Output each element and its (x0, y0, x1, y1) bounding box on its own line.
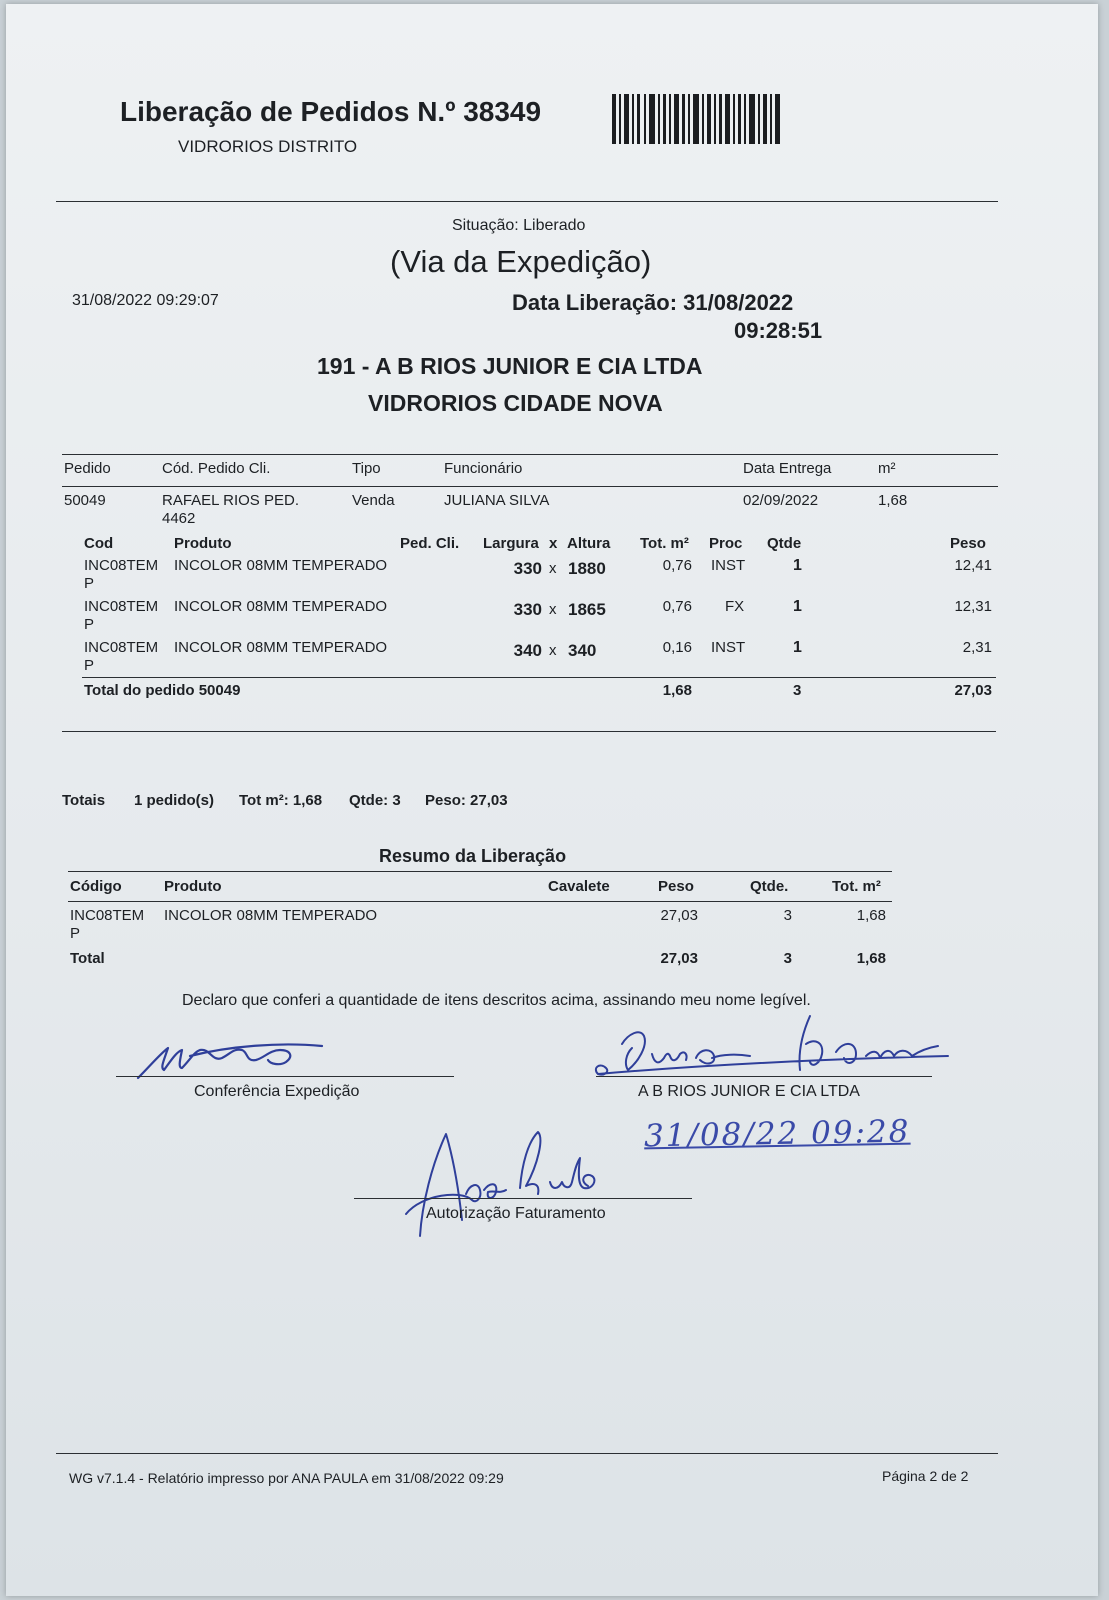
item-cod: INC08TEM (84, 557, 159, 574)
summary-col-cavalete: Cavalete (548, 878, 610, 895)
items-col-ped-cli: Ped. Cli. (400, 535, 460, 552)
item-qtde: 1 (793, 598, 802, 615)
order-total-peso: 27,03 (954, 682, 992, 699)
order-tipo: Venda (352, 492, 395, 509)
signature-line-conferencia (116, 1076, 454, 1077)
order-pedido: 50049 (64, 492, 106, 509)
order-total-qtde: 3 (793, 682, 802, 699)
summary-col-produto: Produto (164, 878, 222, 895)
printed-timestamp: 31/08/2022 09:29:07 (72, 292, 219, 309)
handwritten-date (644, 1114, 911, 1155)
summary-tot-m2: 1,68 (856, 907, 886, 924)
footer-divider (56, 1453, 998, 1454)
summary-col-codigo: Código (70, 878, 122, 895)
summary-col-tot-m2: Tot. m² (832, 878, 881, 895)
summary-col-qtde: Qtde. (750, 878, 789, 895)
col-funcionario: Funcionário (444, 460, 523, 477)
item-cod-line2: P (84, 575, 95, 592)
summary-total-qtde: 3 (783, 950, 792, 967)
header-divider (56, 201, 998, 202)
items-col-tot-m2: Tot. m² (640, 535, 689, 552)
item-cod: INC08TEM (84, 598, 159, 615)
order-m2: 1,68 (878, 492, 908, 509)
customer-name: 191 - A B RIOS JUNIOR E CIA LTDA (317, 353, 703, 379)
signature-cliente (588, 1004, 968, 1094)
summary-produto: INCOLOR 08MM TEMPERADO (164, 907, 378, 924)
order-header-bottom-rule (62, 486, 998, 487)
col-cod-pedido-cli: Cód. Pedido Cli. (162, 460, 271, 477)
item-produto: INCOLOR 08MM TEMPERADO (174, 598, 388, 615)
order-cod-pedido-cli: RAFAEL RIOS PED. (162, 492, 299, 509)
summary-header-top-rule (68, 871, 892, 872)
release-date: Data Liberação: 31/08/2022 (512, 290, 794, 315)
signature-line-cliente (596, 1076, 932, 1077)
copy-label: (Via da Expedição) (390, 244, 652, 279)
item-altura: 1880 (568, 559, 606, 578)
handwritten-date-text: 31/08/22 09:28 (643, 1113, 911, 1155)
signature-label-autorizacao: Autorização Faturamento (426, 1205, 606, 1222)
status-text: Situação: Liberado (452, 217, 586, 234)
items-col-peso: Peso (950, 535, 986, 552)
summary-total-tot-m2: 1,68 (856, 950, 886, 967)
declaration-text: Declaro que conferi a quantidade de itens descritos acima, assinando meu nome legível. (182, 992, 811, 1009)
items-col-altura: Altura (567, 535, 611, 552)
document-page (6, 4, 1098, 1596)
item-peso: 12,31 (954, 598, 992, 615)
order-total-label: Total do pedido 50049 (84, 682, 241, 699)
item-cod-line2: P (84, 616, 95, 633)
company-name: VIDRORIOS DISTRITO (178, 137, 358, 156)
items-col-x: x (549, 535, 558, 552)
signature-label-cliente: A B RIOS JUNIOR E CIA LTDA (638, 1083, 860, 1100)
col-data-entrega: Data Entrega (743, 460, 832, 477)
signature-autorizacao (402, 1124, 622, 1242)
item-qtde: 1 (793, 639, 802, 656)
col-tipo: Tipo (352, 460, 381, 477)
item-altura: 340 (568, 641, 597, 660)
totals-peso: Peso: 27,03 (425, 792, 508, 809)
item-tot-m2: 0,76 (662, 557, 692, 574)
item-peso: 12,41 (954, 557, 992, 574)
order-section-divider (62, 731, 996, 732)
footer-print-info: WG v7.1.4 - Relatório impresso por ANA PAULA em 31/08/2022 09:29 (69, 1470, 504, 1486)
col-pedido: Pedido (64, 460, 111, 477)
summary-col-peso: Peso (658, 878, 694, 895)
items-col-qtde: Qtde (767, 535, 802, 552)
items-col-proc: Proc (709, 535, 743, 552)
summary-peso: 27,03 (660, 907, 698, 924)
page-number: Página 2 de 2 (882, 1468, 969, 1484)
totals-pedidos: 1 pedido(s) (134, 792, 215, 809)
item-cod: INC08TEM (84, 639, 159, 656)
item-tot-m2: 0,76 (662, 598, 692, 615)
summary-header-bottom-rule (68, 901, 892, 902)
item-proc: INST (711, 557, 746, 574)
order-data-entrega: 02/09/2022 (743, 492, 819, 509)
item-peso: 2,31 (962, 639, 992, 656)
item-proc: INST (711, 639, 746, 656)
items-col-produto: Produto (174, 535, 232, 552)
document-title: Liberação de Pedidos N.º 38349 (120, 96, 542, 127)
totals-tot-m2: Tot m²: 1,68 (239, 792, 323, 809)
signature-line-autorizacao (354, 1198, 692, 1199)
summary-codigo-line2: P (70, 925, 81, 942)
order-funcionario: JULIANA SILVA (444, 492, 550, 509)
items-col-cod: Cod (84, 535, 114, 552)
item-x: x (549, 601, 557, 618)
item-produto: INCOLOR 08MM TEMPERADO (174, 639, 388, 656)
summary-qtde: 3 (783, 907, 792, 924)
order-total-m2: 1,68 (662, 682, 692, 699)
summary-title: Resumo da Liberação (379, 846, 567, 866)
customer-branch: VIDRORIOS CIDADE NOVA (368, 390, 663, 416)
order-total-rule (82, 677, 996, 678)
summary-total-peso: 27,03 (660, 950, 698, 967)
item-qtde: 1 (793, 557, 802, 574)
item-altura: 1865 (568, 600, 606, 619)
col-m2: m² (878, 460, 896, 477)
item-tot-m2: 0,16 (662, 639, 692, 656)
item-x: x (549, 642, 557, 659)
item-cod-line2: P (84, 657, 95, 674)
item-produto: INCOLOR 08MM TEMPERADO (174, 557, 388, 574)
summary-codigo: INC08TEM (70, 907, 145, 924)
order-cod-pedido-cli-line2: 4462 (162, 510, 196, 527)
totals-label: Totais (62, 792, 106, 809)
item-largura: 340 (513, 641, 542, 660)
release-time: 09:28:51 (734, 318, 823, 343)
item-proc: FX (725, 598, 745, 615)
signature-label-conferencia: Conferência Expedição (194, 1083, 360, 1100)
signature-conferencia (130, 1026, 330, 1086)
totals-qtde: Qtde: 3 (349, 792, 401, 809)
order-header-top-rule (62, 454, 998, 455)
barcode (612, 94, 782, 146)
item-largura: 330 (513, 559, 542, 578)
item-largura: 330 (513, 600, 542, 619)
summary-total-label: Total (70, 950, 105, 967)
items-col-largura: Largura (483, 535, 539, 552)
item-x: x (549, 560, 557, 577)
